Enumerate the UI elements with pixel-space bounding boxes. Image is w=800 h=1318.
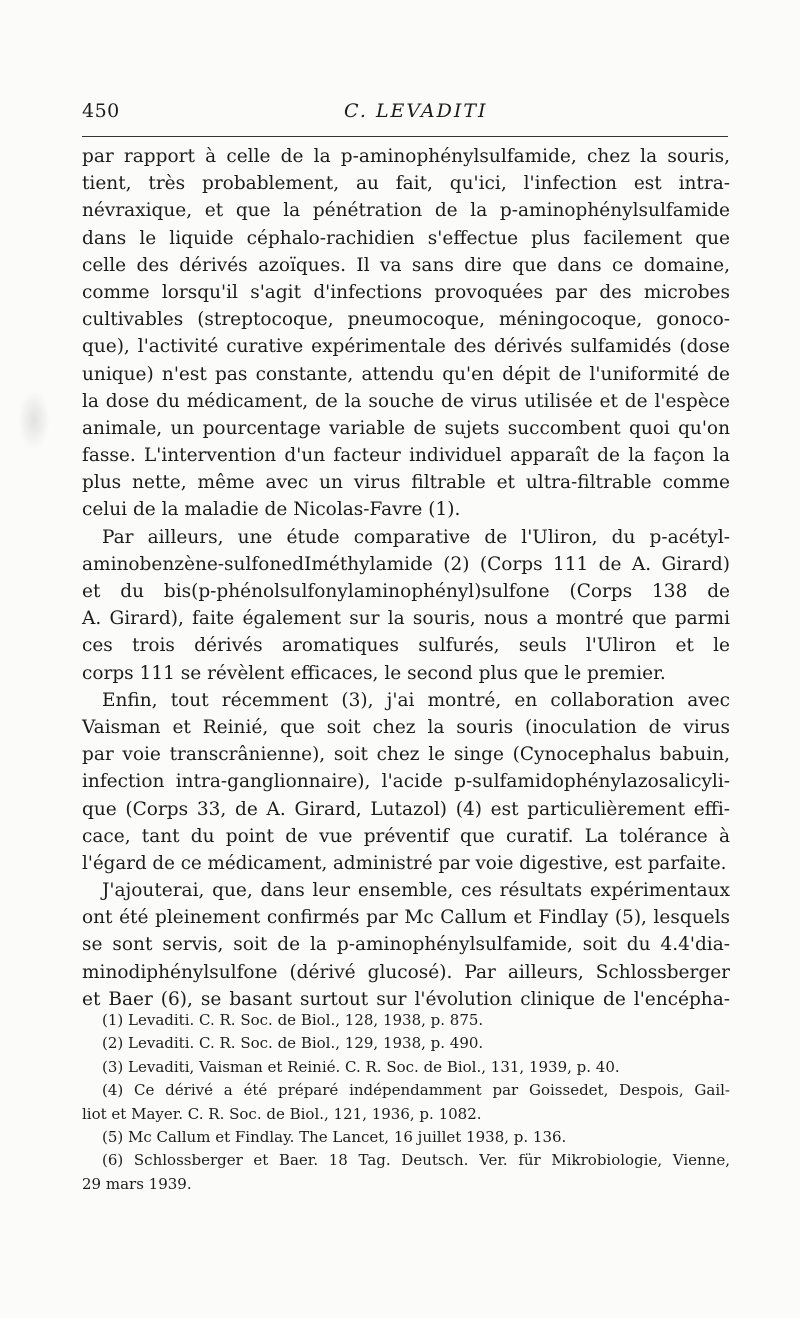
body-line: cace, tant du point de vue préventif que curatif. La tolérance à	[82, 825, 730, 847]
body-line: que), l'activité curative expérimentale des dérivés sulfamidés (dose	[82, 336, 730, 358]
body-line: animale, un pourcentage variable de sujets succombent quoi qu'on	[82, 417, 730, 439]
footnote: (2) Levaditi. C. R. Soc. de Biol., 129, 1938, p. 490.	[102, 1034, 484, 1053]
body-line: par rapport à celle de la p-aminophénylsulfamide, chez la souris,	[82, 146, 730, 167]
footnote: (3) Levaditi, Vaisman et Reinié. C. R. Soc. de Biol., 131, 1939, p. 40.	[102, 1057, 620, 1076]
body-line: que (Corps 33, de A. Girard, Lutazol) (4) est particulièrement effi-	[82, 798, 730, 820]
body-line: ces trois dérivés aromatiques sulfurés, seuls l'Uliron et le	[82, 635, 730, 657]
body-line: tient, très probablement, au fait, qu'ici, l'infection est intra-	[82, 173, 730, 195]
body-line: par voie transcrânienne), soit chez le singe (Cynocephalus babuin,	[82, 744, 730, 766]
body-line: névraxique, et que la pénétration de la p-aminophénylsulfamide	[82, 200, 730, 222]
body-line: celle des dérivés azoïques. Il va sans dire que dans ce domaine,	[82, 254, 730, 276]
body-line: se sont servis, soit de la p-aminophénylsulfamide, soit du 4.4'dia-	[82, 934, 730, 956]
body-line: cultivables (streptocoque, pneumocoque, méningocoque, gonoco-	[82, 309, 730, 331]
body-line: A. Girard), faite également sur la souris, nous a montré que parmi	[82, 608, 730, 630]
body-line: Vaisman et Reinié, que soit chez la souris (inoculation de virus	[82, 716, 730, 738]
page-number: 450	[82, 100, 120, 122]
body-line: fasse. L'intervention d'un facteur individuel apparaît de la façon la	[82, 445, 730, 467]
body-line: ont été pleinement confirmés par Mc Callum et Findlay (5), lesquels	[82, 907, 730, 929]
body-line: dans le liquide céphalo-rachidien s'effectue plus facilement que	[82, 227, 730, 249]
body-line: infection intra-ganglionnaire), l'acide p-sulfamidophénylazosalicyli-	[82, 771, 730, 793]
body-line: corps 111 se révèlent efficaces, le second plus que le premier.	[82, 662, 666, 684]
footnote: (5) Mc Callum et Findlay. The Lancet, 16 juillet 1938, p. 136.	[102, 1127, 567, 1146]
footnotes	[82, 1009, 730, 1196]
footnote: (4) Ce dérivé a été préparé indépendamment par Goissedet, Despois, Gail-	[102, 1081, 730, 1100]
body-line: minodiphénylsulfone (dérivé glucosé). Par ailleurs, Schlossberger	[82, 961, 730, 983]
running-head: C. LEVADITI	[344, 100, 488, 122]
body-line: la dose du médicament, de la souche de virus utilisée et de l'espèce	[82, 390, 730, 412]
body-line: l'égard de ce médicament, administré par voie digestive, est parfaite.	[82, 852, 727, 874]
body-line: comme lorsqu'il s'agit d'infections provoquées par des microbes	[82, 281, 730, 303]
body-line: plus nette, même avec un virus filtrable et ultra-filtrable comme	[82, 472, 730, 494]
page-header	[82, 96, 728, 130]
footnote-continuation: liot et Mayer. C. R. Soc. de Biol., 121, 1936, p. 1082.	[82, 1104, 482, 1123]
body-line: J'ajouterai, que, dans leur ensemble, ces résultats expérimentaux	[102, 880, 730, 902]
body-text	[82, 143, 730, 1013]
body-line: et Baer (6), se basant surtout sur l'évolution clinique de l'encépha-	[82, 988, 730, 1010]
body-line: et du bis(p-phénolsulfonylaminophényl)sulfone (Corps 138 de	[82, 581, 730, 602]
margin-stain	[18, 390, 50, 450]
body-line: Par ailleurs, une étude comparative de l'Uliron, du p-acétyl-	[102, 526, 730, 548]
body-line: Enfin, tout récemment (3), j'ai montré, en collaboration avec	[102, 689, 730, 711]
footnote: (6) Schlossberger et Baer. 18 Tag. Deutsch. Ver. für Mikrobiologie, Vienne,	[102, 1151, 730, 1170]
body-line: celui de la maladie de Nicolas-Favre (1).	[82, 499, 461, 521]
body-line: unique) n'est pas constante, attendu qu'en dépit de l'uniformité de	[82, 363, 730, 385]
footnote: (1) Levaditi. C. R. Soc. de Biol., 128, 1938, p. 875.	[102, 1011, 484, 1029]
footnote-continuation: 29 mars 1939.	[82, 1174, 192, 1193]
body-line: aminobenzène-sulfonedIméthylamide (2) (Corps 111 de A. Girard)	[82, 553, 730, 575]
header-rule	[82, 136, 728, 137]
